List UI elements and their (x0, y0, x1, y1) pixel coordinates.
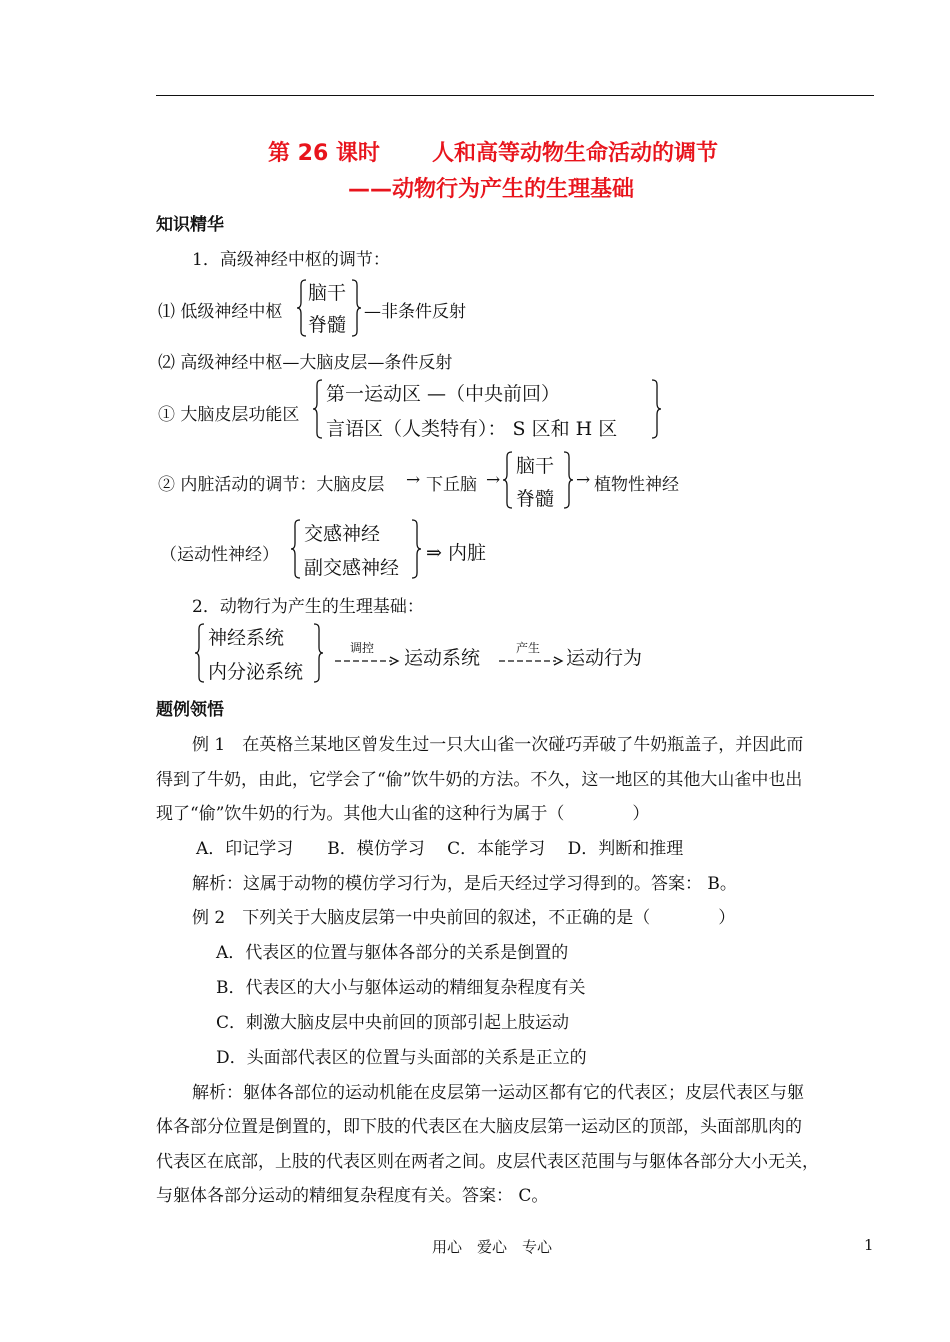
p2-line: ⑵ 高级神经中枢—大脑皮层—条件反射 (158, 353, 453, 373)
c1-label: ① 大脑皮层功能区 (158, 405, 300, 425)
example-2-analysis: 与躯体各部分运动的精细复杂程度有关。答案： C。 (156, 1186, 549, 1206)
c1-speech-area: 言语区（人类特有）： S 区和 H 区 (326, 418, 618, 440)
left-brace (296, 278, 308, 338)
labeled-arrow (334, 652, 400, 671)
page-number: 1 (864, 1236, 874, 1254)
example-1-analysis: 解析：这属于动物的模仿学习行为，是后天经过学习得到的。答案： B。 (192, 874, 737, 894)
right-brace (650, 378, 662, 440)
item-2-heading: 2．动物行为产生的生理基础： (192, 597, 424, 617)
example-2-option: C．刺激大脑皮层中央前回的顶部引起上肢运动 (216, 1013, 570, 1033)
right-brace (350, 278, 362, 338)
header-rule (156, 95, 874, 96)
section-heading-examples: 题例领悟 (156, 700, 224, 720)
p1-result: —非条件反射 (364, 302, 466, 322)
section-heading-knowledge: 知识精华 (156, 215, 224, 235)
example-2-question: 例 2 下列关于大脑皮层第一中央前回的叙述，不正确的是（ ） (192, 908, 736, 928)
c2-hypothalamus: 下丘脑 (426, 475, 477, 495)
c2-spinal-cord: 脊髓 (516, 488, 555, 510)
labeled-arrow (498, 652, 564, 671)
example-1-options: A．印记学习 B．模仿学习 C．本能学习 D．判断和推理 (196, 839, 684, 859)
left-brace (312, 378, 324, 440)
c2-autonomic-nerve: 植物性神经 (594, 475, 679, 495)
flow-motor-system: 运动系统 (404, 647, 481, 669)
c3-viscera: ⇒ 内脏 (426, 542, 486, 564)
page-title: 人和高等动物生命活动的调节 (432, 141, 719, 166)
arrow-icon: → (406, 470, 421, 490)
example-2-option: B．代表区的大小与躯体运动的精细复杂程度有关 (216, 978, 586, 998)
left-brace (502, 450, 514, 510)
c2-brainstem: 脑干 (516, 455, 555, 477)
item-1-heading: 1．高级神经中枢的调节： (192, 250, 390, 270)
c2-label: ② 内脏活动的调节：大脑皮层 (158, 475, 385, 495)
flow-nervous-system: 神经系统 (208, 627, 285, 649)
footer-motto: 用心 爱心 专心 (432, 1238, 553, 1256)
c3-sympathetic: 交感神经 (304, 523, 381, 545)
example-2-option: A．代表区的位置与躯体各部分的关系是倒置的 (216, 943, 569, 963)
right-brace (562, 450, 574, 510)
p1-brainstem: 脑干 (308, 282, 347, 304)
c3-parasympathetic: 副交感神经 (304, 557, 400, 579)
arrow-icon: → (576, 470, 591, 490)
lesson-number: 第 26 课时 (268, 141, 380, 166)
page-subtitle: ——动物行为产生的生理基础 (348, 177, 635, 202)
example-2-option: D．头面部代表区的位置与头面部的关系是正立的 (216, 1048, 587, 1068)
right-brace (312, 622, 324, 684)
p1-spinal-cord: 脊髓 (308, 314, 347, 336)
example-2-analysis: 代表区在底部，上肢的代表区则在两者之间。皮层代表区范围与与躯体各部分大小无关， (156, 1152, 819, 1172)
flow-endocrine-system: 内分泌系统 (208, 661, 304, 683)
example-1-line: 例 1 在英格兰某地区曾发生过一只大山雀一次碰巧弄破了牛奶瓶盖子，并因此而 (192, 735, 804, 755)
c1-motor-area: 第一运动区 —（中央前回） (326, 383, 561, 405)
p1-label: ⑴ 低级神经中枢 (158, 302, 283, 322)
arrow-label-produce: 产生 (516, 641, 541, 655)
left-brace (194, 622, 206, 684)
example-1-line: 现了“偷”饮牛奶的行为。其他大山雀的这种行为属于（ ） (156, 804, 650, 824)
example-2-analysis: 体各部分位置是倒置的，即下肢的代表区在大脑皮层第一运动区的顶部，头面部肌肉的 (156, 1117, 802, 1137)
c3-label: （运动性神经） (160, 545, 279, 565)
arrow-label-regulate: 调控 (350, 641, 375, 655)
example-1-line: 得到了牛奶，由此，它学会了“偷”饮牛奶的方法。不久，这一地区的其他大山雀中也出 (156, 770, 803, 790)
flow-motor-behavior: 运动行为 (566, 647, 643, 669)
arrow-icon: → (486, 470, 501, 490)
example-2-analysis: 解析：躯体各部位的运动机能在皮层第一运动区都有它的代表区；皮层代表区与躯 (192, 1083, 804, 1103)
right-brace (410, 518, 422, 580)
left-brace (290, 518, 302, 580)
